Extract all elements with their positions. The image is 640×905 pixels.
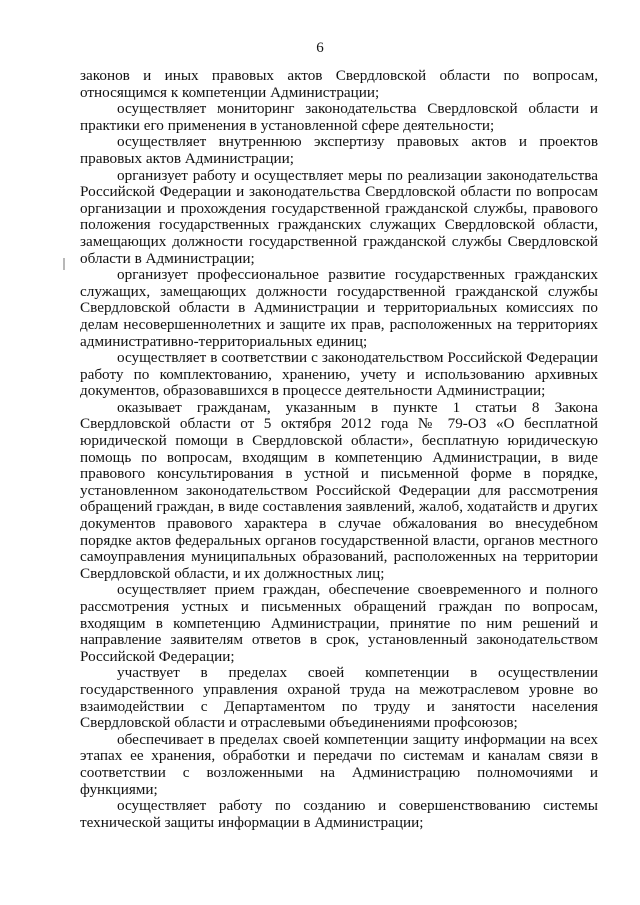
body-text bbox=[80, 68, 598, 831]
page-number: 6 bbox=[316, 40, 324, 56]
paragraph: осуществляет внутреннюю экспертизу правовых актов и проектов правовых актов Администрации; bbox=[80, 133, 598, 167]
margin-mark bbox=[63, 258, 65, 270]
paragraph: законов и иных правовых актов Свердловской области по вопросам, относящимся к компетенции Администрации; bbox=[80, 67, 598, 101]
paragraph: осуществляет работу по созданию и совершенствованию системы технической защиты информации в Администрации; bbox=[80, 797, 598, 831]
paragraph: осуществляет мониторинг законодательства Свердловской области и практики его применения в установленной сфере деятельности; bbox=[80, 100, 598, 134]
paragraph: осуществляет прием граждан, обеспечение своевременного и полного рассмотрения устных и письменных обращений граждан по вопросам, входящим в компетенцию Администрации, принятие по ним решений и направление заявителям ответов в срок, установленный законодательством Российской Федерации; bbox=[80, 581, 598, 665]
paragraph: участвует в пределах своей компетенции в осуществлении государственного управления охраной труда на межотраслевом уровне во взаимодействии с Департаментом по труду и занятости населения Свердловской области и отраслевыми объединениями профсоюзов; bbox=[80, 664, 598, 732]
paragraph: организует работу и осуществляет меры по реализации законодательства Российской Федерации и законодательства Свердловской области по вопросам организации и прохождения государственной гражданской службы, правового положения государственных гражданских служащих Свердловской области, замещающих должности государственной гражданской службы Свердловской области в Администрации; bbox=[80, 166, 598, 267]
paragraph: организует профессиональное развитие государственных гражданских служащих, замещающих должности государственной гражданской службы Свердловской области в Администрации и территориальных комиссиях по делам несовершеннолетних и защите их прав, расположенных на территориях административно-территориальных единиц; bbox=[80, 266, 598, 350]
paragraph: обеспечивает в пределах своей компетенции защиту информации на всех этапах ее хранения, обработки и передачи по системам и каналам связи в соответствии с возложенными на Администрацию полномочиями и функциями; bbox=[80, 730, 598, 798]
paragraph: оказывает гражданам, указанным в пункте 1 статьи 8 Закона Свердловской области от 5 октября 2012 года № 79-ОЗ «О бесплатной юридической помощи в Свердловской области», бесплатную юридическую помощь по вопросам, входящим в компетенцию Администрации, в виде правового консультирования в устной и письменной форме в порядке, установленном законодательством Российской Федерации для рассмотрения обращений граждан, в виде составления заявлений, жалоб, ходатайств и других документов правового характера в случае обжалования во внесудебном порядке актов федеральных органов государственной власти, органов местного самоуправления муниципальных образований, расположенных на территории Свердловской области, и их должностных лиц; bbox=[80, 398, 598, 582]
paragraph: осуществляет в соответствии с законодательством Российской Федерации работу по комплектованию, хранению, учету и использованию архивных документов, образовавшихся в процессе деятельности Администрации; bbox=[80, 349, 598, 400]
